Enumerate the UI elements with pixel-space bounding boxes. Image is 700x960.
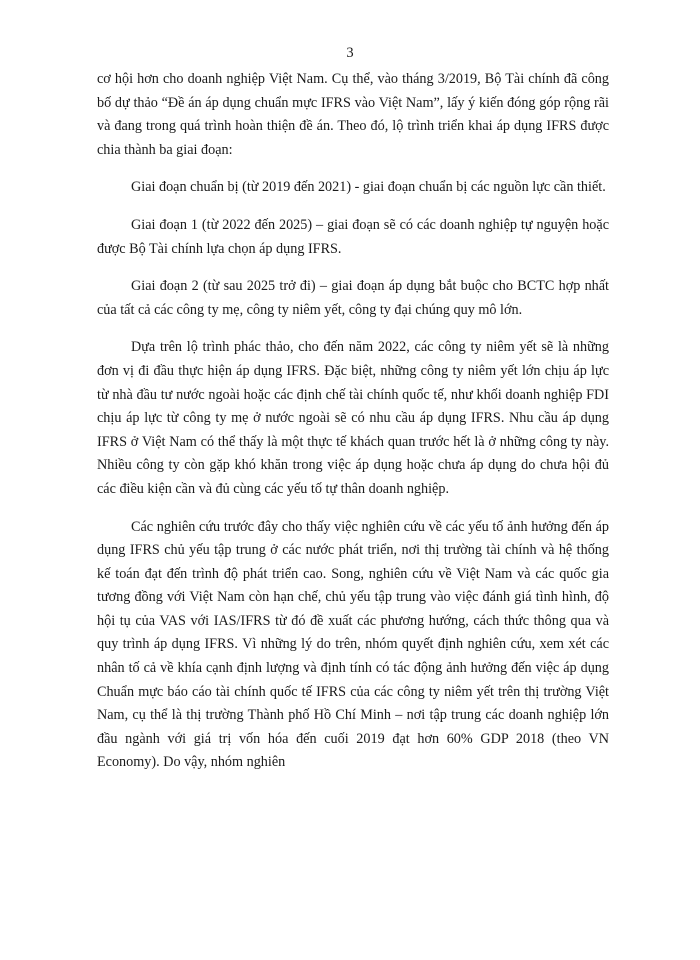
paragraph-phase-1: Giai đoạn 1 (từ 2022 đến 2025) – giai đoạn sẽ có các doanh nghiệp tự nguyện hoặc được Bộ Tài chính lựa chọn áp dụng IFRS. — [97, 216, 609, 257]
paragraph-phase-2: Giai đoạn 2 (từ sau 2025 trở đi) – giai đoạn áp dụng bắt buộc cho BCTC hợp nhất của tất cả các công ty mẹ, công ty niêm yết, công ty đại chúng quy mô lớn. — [97, 278, 609, 318]
document-body — [97, 68, 609, 775]
page-number: 3 — [346, 45, 354, 61]
paragraph-phase-preparation: Giai đoạn chuẩn bị (từ 2019 đến 2021) - giai đoạn chuẩn bị các nguồn lực cần thiết. — [131, 179, 606, 196]
paragraph-roadmap: Dựa trên lộ trình phác thảo, cho đến năm 2022, các công ty niêm yết sẽ là những đơn vị đi đầu thực hiện áp dụng IFRS. Đặc biệt, những công ty niêm yết lớn chịu áp lực từ nhà đầu tư nước ngoài hoặc các định chế tài chính quốc tế, như khối doanh nghiệp FDI chịu áp lực từ công ty mẹ ở nước ngoài sẽ có nhu cầu áp dụng IFRS. Nhu cầu áp dụng IFRS ở Việt Nam có thể thấy là một thực tế khách quan trước hết là ở những công ty này. Nhiều công ty còn gặp khó khăn trong việc áp dụng hoặc chưa áp dụng do chưa hội đủ các điều kiện cần và đủ cùng các yếu tố tự thân doanh nghiệp. — [97, 339, 609, 497]
paragraph-research: Các nghiên cứu trước đây cho thấy việc nghiên cứu về các yếu tố ảnh hưởng đến áp dụng IFRS chủ yếu tập trung ở các nước phát triển, nơi thị trường tài chính và hệ thống kế toán đạt đến trình độ phát triển cao. Song, nghiên cứu về Việt Nam và các quốc gia tương đồng với Việt Nam còn hạn chế, chủ yếu tập trung vào việc đánh giá tình hình, độ hội tụ của VAS với IAS/IFRS từ đó đề xuất các phương hướng, cách thức thông qua và quy trình áp dụng IFRS. Vì những lý do trên, nhóm quyết định nghiên cứu, xem xét các nhân tố cả về khía cạnh định lượng và định tính có tác động ảnh hưởng đến việc áp dụng Chuẩn mực báo cáo tài chính quốc tế IFRS của các công ty niêm yết trên thị trường Việt Nam, cụ thể là thị trường Thành phố Hồ Chí Minh – nơi tập trung các doanh nghiệp lớn đầu ngành với giá trị vốn hóa đến cuối 2019 đạt hơn 60% GDP 2018 (theo VN Economy). Do vậy, nhóm nghiên — [97, 518, 609, 771]
paragraph-intro: cơ hội hơn cho doanh nghiệp Việt Nam. Cụ thể, vào tháng 3/2019, Bộ Tài chính đã công bố dự thảo “Đề án áp dụng chuẩn mực IFRS vào Việt Nam”, lấy ý kiến đóng góp rộng rãi và đang trong quá trình hoàn thiện đề án. Theo đó, lộ trình triển khai áp dụng IFRS được chia thành ba giai đoạn: — [97, 71, 609, 158]
